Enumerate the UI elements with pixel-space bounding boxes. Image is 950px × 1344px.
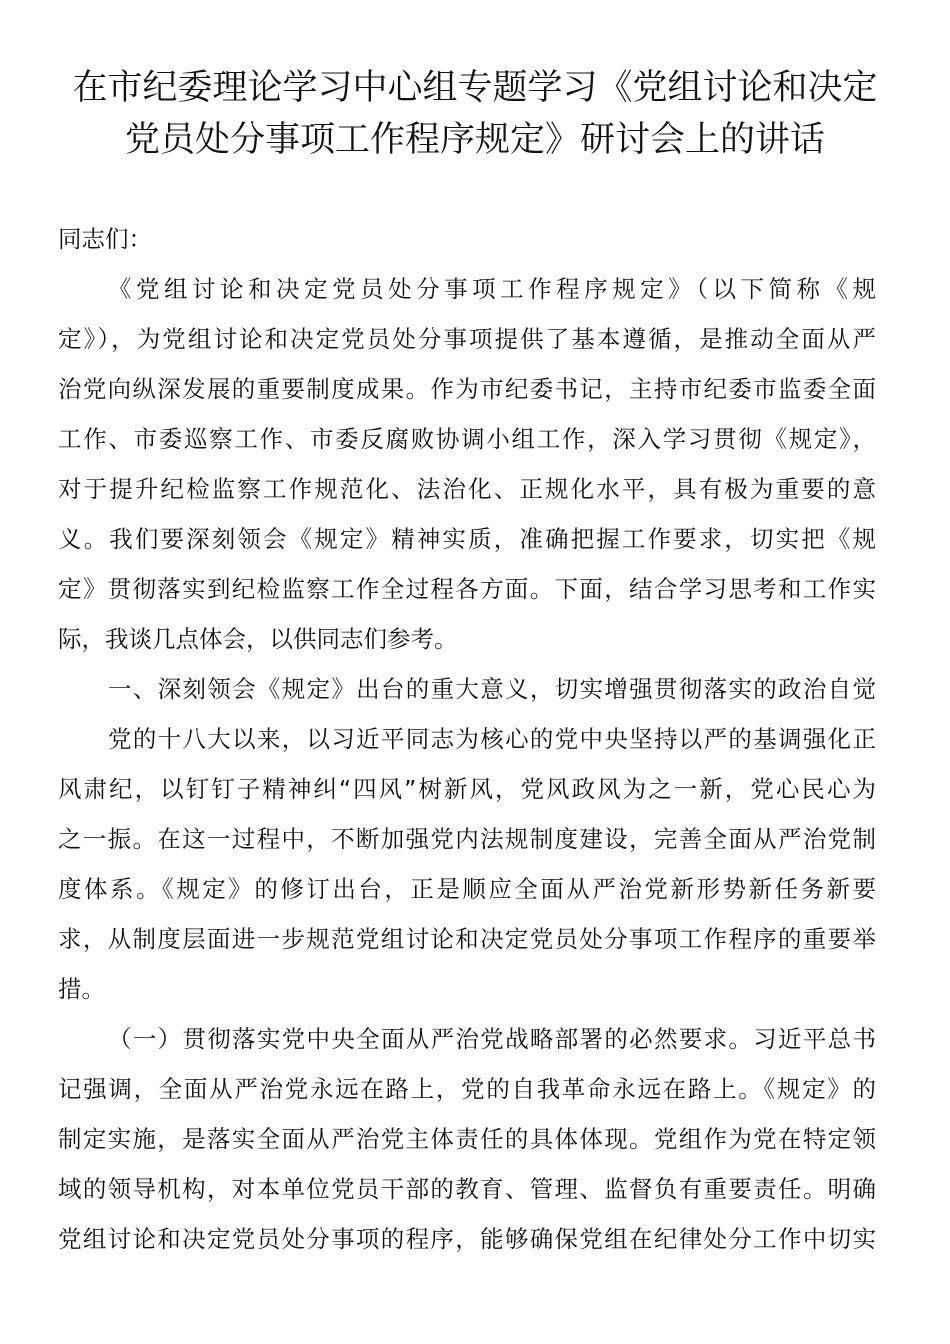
paragraph-line: 工作、市委巡察工作、市委反腐败协调小组工作，深入学习贯彻《规定》， [58, 425, 876, 453]
paragraph-line: 对于提升纪检监察工作规范化、法治化、正规化水平，具有极为重要的意 [58, 475, 876, 503]
paragraph-line: 求，从制度层面进一步规范党组讨论和决定党员处分事项工作程序的重要举 [58, 925, 876, 953]
paragraph-line: 定》贯彻落实到纪检监察工作全过程各方面。下面，结合学习思考和工作实 [58, 575, 876, 603]
document-title-line-2: 党员处分事项工作程序规定》研讨会上的讲话 [124, 120, 825, 160]
paragraph-line: 党组讨论和决定党员处分事项的程序，能够确保党组在纪律处分工作中切实 [58, 1225, 876, 1253]
paragraph-line: 之一振。在这一过程中，不断加强党内法规制度建设，完善全面从严治党制 [58, 825, 876, 853]
subsection-line: （一）贯彻落实党中央全面从严治党战略部署的必然要求。习近平总书 [108, 1025, 876, 1053]
document-title-line-1: 在市纪委理论学习中心组专题学习《党组讨论和决定 [72, 68, 878, 108]
section-heading: 一、深刻领会《规定》出台的重大意义，切实增强贯彻落实的政治自觉 [108, 675, 876, 703]
paragraph-line: 党的十八大以来，以习近平同志为核心的党中央坚持以严的基调强化正 [108, 725, 876, 753]
paragraph-line: 记强调，全面从严治党永远在路上，党的自我革命永远在路上。《规定》的 [58, 1075, 876, 1103]
paragraph-line: 定》），为党组讨论和决定党员处分事项提供了基本遵循，是推动全面从严 [58, 325, 876, 353]
paragraph-line: 制定实施，是落实全面从严治党主体责任的具体体现。党组作为党在特定领 [58, 1125, 876, 1153]
paragraph-line: 治党向纵深发展的重要制度成果。作为市纪委书记，主持市纪委市监委全面 [58, 375, 876, 403]
paragraph-line: 域的领导机构，对本单位党员干部的教育、管理、监督负有重要责任。明确 [58, 1175, 876, 1203]
paragraph-line: 度体系。《规定》的修订出台，正是顺应全面从严治党新形势新任务新要 [58, 875, 876, 903]
paragraph-line: 措。 [58, 975, 105, 1003]
paragraph-line: 《党组讨论和决定党员处分事项工作程序规定》（以下简称《规 [108, 275, 876, 303]
salutation: 同志们： [58, 225, 152, 253]
paragraph-line: 际，我谈几点体会，以供同志们参考。 [58, 625, 458, 653]
paragraph-line: 风肃纪，以钉钉子精神纠“四风”树新风，党风政风为之一新，党心民心为 [58, 775, 876, 803]
paragraph-line: 义。我们要深刻领会《规定》精神实质，准确把握工作要求，切实把《规 [58, 525, 876, 553]
